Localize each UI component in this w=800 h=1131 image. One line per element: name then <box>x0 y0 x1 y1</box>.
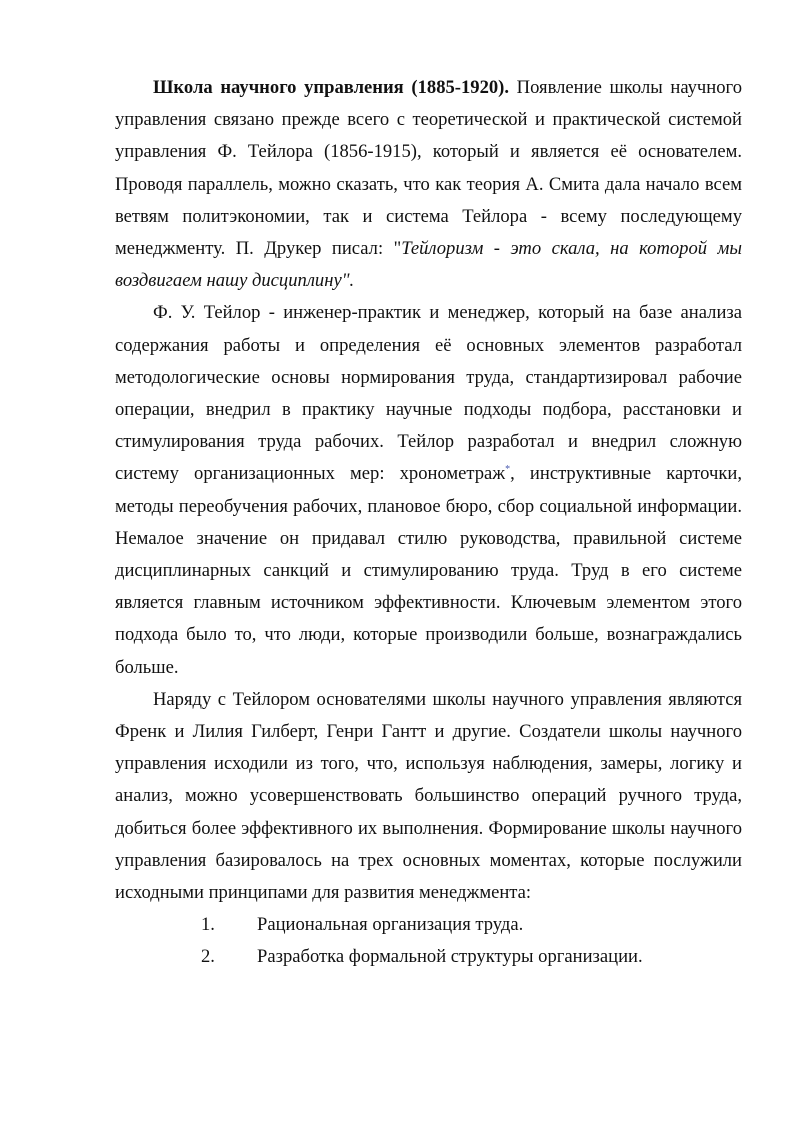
section-heading: Школа научного управления (1885-1920). <box>153 77 510 98</box>
paragraph-text: , инструктивные карточки, методы переобучения рабочих, плановое бюро, сбор социальной информации. Немалое значение он придавал стилю руководства, правильной системе дисциплинарных санкций и стимулированию труда. Труд в его системе является главным источником эффективности. Ключевым элементом этого подхода было то, что люди, которые производили больше, вознаграждались больше. <box>115 463 742 678</box>
footnote-mark[interactable]: * <box>505 464 511 476</box>
paragraph-taylor <box>115 297 742 683</box>
drucker-quote: Тейлоризм - это скала, на которой мы воздвигаем нашу дисциплину". <box>115 238 742 292</box>
list-item <box>115 909 742 941</box>
document-body <box>115 72 742 974</box>
paragraph-scientific-management-school <box>115 72 742 297</box>
list-item-number: 2. <box>201 946 215 968</box>
principles-list <box>115 909 742 973</box>
paragraph-text: Появление школы научного управления связано прежде всего с теоретической и практической системой управления Ф. Тейлора (1856-1915), который и является её основателем. Проводя параллель, можно сказать, что как теория А. Смита дала начало всем ветвям политэкономии, так и система Тейлора - всему последующему менеджменту. П. Друкер писал: " <box>115 77 742 260</box>
paragraph-text: Наряду с Тейлором основателями школы научного управления являются Френк и Лилия Гилберт, Генри Гантт и другие. Создатели школы научного управления исходили из того, что, используя наблюдения, замеры, логику и анализ, можно усовершенствовать большинство операций ручного труда, добиться более эффективного их выполнения. Формирование школы научного управления базировалось на трех основных моментах, которые послужили исходными принципами для развития менеджмента: <box>115 688 742 904</box>
list-item <box>115 941 742 973</box>
list-item-text: Рациональная организация труда. <box>257 914 524 936</box>
paragraph-text: Ф. У. Тейлор - инженер-практик и менеджер, который на базе анализа содержания работы и определения её основных элементов разработал методологические основы нормирования труда, стандартизировал рабочие операции, внедрил в практику научные подходы подбора, расстановки и стимулирования труда рабочих. Тейлор разработал и внедрил сложную систему организационных мер: хронометраж <box>115 302 742 485</box>
list-item-number: 1. <box>201 914 215 936</box>
paragraph-founders <box>115 684 742 909</box>
list-item-text: Разработка формальной структуры организации. <box>257 946 643 968</box>
